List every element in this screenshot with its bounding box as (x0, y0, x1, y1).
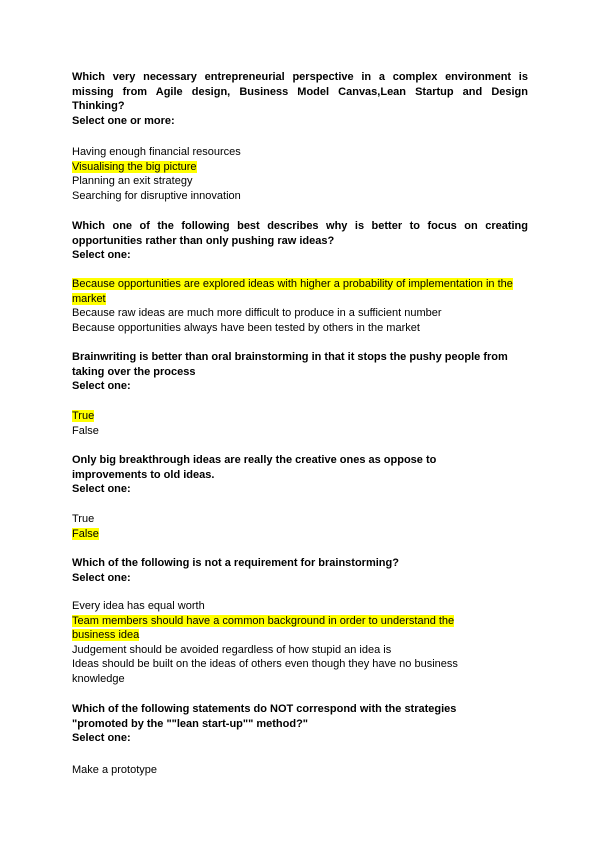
option[interactable]: Because raw ideas are much more difficult to produce in a sufficient number (72, 307, 442, 320)
question-5 (72, 556, 472, 585)
question-4-options (72, 512, 528, 541)
question-3-options (72, 409, 528, 438)
option-selected[interactable]: Team members should have a common background in order to understand the business idea (72, 614, 455, 642)
option[interactable]: Planning an exit strategy (72, 175, 193, 188)
option[interactable]: True (72, 513, 95, 525)
question-6-instruction: Select one: (72, 732, 131, 745)
question-2 (72, 219, 528, 263)
question-3 (72, 350, 532, 394)
option[interactable]: Make a prototype (72, 764, 157, 776)
question-2-text: Which one of the following best describes why is better to focus on creating opportunities rather than only pushing raw ideas? (72, 220, 528, 247)
option-selected[interactable]: True (72, 410, 95, 422)
question-6-options (72, 763, 528, 778)
question-5-instruction: Select one: (72, 571, 131, 584)
question-4-instruction: Select one: (72, 483, 131, 496)
question-2-instruction: Select one: (72, 249, 131, 262)
option[interactable]: Having enough financial resources (72, 146, 241, 158)
question-6-text: Which of the following statements do NOT correspond with the strategies "promoted by the ""lean start-up"" method?" (72, 703, 457, 730)
question-4-text: Only big breakthrough ideas are really the creative ones as oppose to improvements to old ideas. (72, 454, 437, 481)
option-selected[interactable]: Visualising the big picture (72, 160, 197, 173)
question-1 (72, 70, 528, 128)
question-1-text: Which very necessary entrepreneurial perspective in a complex environment is missing from Agile design, Business Model Canvas,Lean Startup and Design Thinking? (72, 71, 528, 113)
option[interactable]: Because opportunities always have been tested by others in the market (72, 321, 420, 334)
question-5-text: Which of the following is not a requirement for brainstorming? (72, 557, 399, 569)
question-1-options (72, 145, 528, 203)
option[interactable]: Ideas should be built on the ideas of others even though they have no business knowledge (72, 658, 458, 685)
question-6 (72, 702, 492, 746)
question-1-instruction: Select one or more: (72, 114, 175, 127)
option[interactable]: Searching for disruptive innovation (72, 189, 241, 202)
question-5-options (72, 599, 472, 687)
option[interactable]: Every idea has equal worth (72, 600, 205, 612)
question-2-options (72, 277, 528, 335)
option-selected[interactable]: False (72, 527, 99, 540)
question-3-text: Brainwriting is better than oral brainstorming in that it stops the pushy people from taking over the process (72, 351, 508, 378)
question-4 (72, 453, 472, 497)
option-selected[interactable]: Because opportunities are explored ideas with higher a probability of implementation in the market (72, 278, 513, 305)
question-3-instruction: Select one: (72, 380, 131, 393)
option[interactable]: Judgement should be avoided regardless of how stupid an idea is (72, 643, 392, 656)
option[interactable]: False (72, 424, 99, 437)
